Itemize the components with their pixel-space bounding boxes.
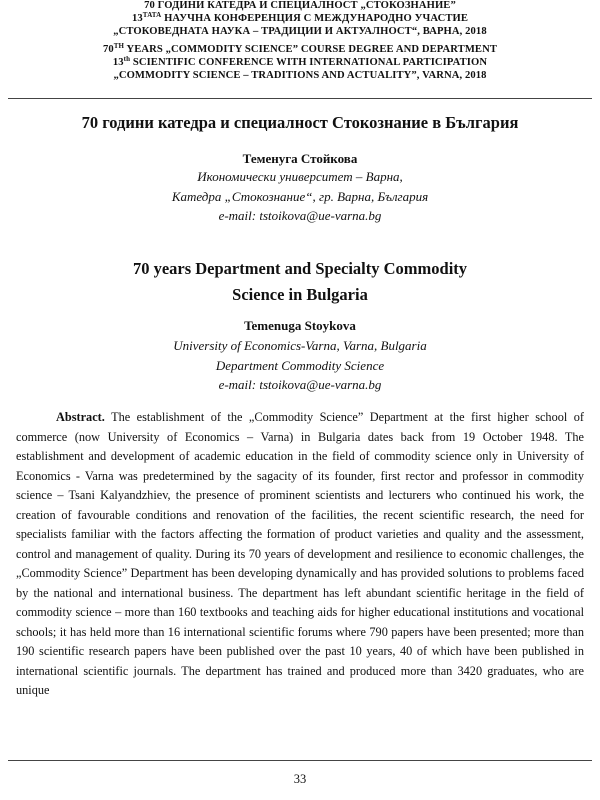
abstract	[16, 408, 584, 701]
bg-author: Теменуга Стойкова	[242, 151, 358, 166]
header-bg-line-1: 70 ГОДИНИ КАТЕДРА И СПЕЦИАЛНОСТ „СТОКОЗНАНИЕ”	[144, 0, 456, 11]
abstract-text: The establishment of the „Commodity Science” Department at the first higher school of commerce (now University of Economics – Varna) in Bulgaria dates back from 19 October 1948. The establishment and development of academic education in the field of commodity science only in University of Economics - Varna was predetermined by the sagacity of its founder, first rector and professor in commodity science – Tsani Kalyandzhiev, the presence of prominent scientists and lecturers who continued his work, the creation of favourable conditions and renovation of the facilities, the recent scientific research, the need for specialists familiar with the factors affecting the formation of product varieties and quality and the assessment, control and management of quality. During its 70 years of development and resilience to economic challenges, the „Commodity Science” Department has been developing dynamically and has provided solutions to problems faced by the national and international business. The department has left abundant scientific heritage in the field of commodity science – more than 160 textbooks and teaching aids for higher educational institutions and vocational schools; it has held more than 16 international scientific forums where 790 papers have been presented; more than 190 scientific research papers have been published over the past 10 years, 40 of which have been published in international scientific journals. The department has trained and produced more than 3420 graduates, who are unique	[16, 410, 584, 697]
running-header	[0, 0, 600, 83]
page-number: 33	[293, 772, 307, 786]
en-affiliation-line-1: University of Economics-Varna, Varna, Bulgaria	[173, 338, 427, 353]
header-en-line-2-sup: th	[123, 55, 131, 64]
abstract-paragraph	[16, 408, 584, 701]
header-en-line-3: „COMMODITY SCIENCE – TRADITIONS AND ACTUALITY”, VARNA, 2018	[113, 69, 487, 81]
header-bg-line-2-num: 13	[131, 12, 143, 24]
en-affiliation-line-2: Department Commodity Science	[215, 357, 385, 373]
bg-title: 70 години катедра и специалност Стокознание в България	[81, 113, 519, 132]
header-en-line-2-num: 13	[112, 57, 124, 69]
header-en-line-1-sup: TH	[113, 42, 125, 51]
bg-email: e-mail: tstoikova@ue-varna.bg	[218, 208, 382, 223]
header-en-line-2-rest: SCIENTIFIC CONFERENCE WITH INTERNATIONAL PARTICIPATION	[130, 57, 488, 69]
en-affiliation	[0, 336, 600, 395]
en-title	[0, 256, 600, 308]
bg-affiliation	[0, 167, 600, 226]
abstract-label: Abstract.	[56, 410, 105, 424]
header-en-line-1-rest: YEARS „COMMODITY SCIENCE” COURSE DEGREE AND DEPARTMENT	[124, 44, 498, 56]
en-title-line-2: Science in Bulgaria	[232, 285, 368, 304]
header-en-line-2	[0, 57, 600, 70]
header-bg-line-3: „СТОКОВЕДНАТА НАУКА – ТРАДИЦИИ И АКТУАЛНОСТ“, ВАРНА, 2018	[113, 25, 487, 37]
header-divider	[8, 98, 592, 99]
header-bg-line-2	[0, 10, 600, 26]
en-email: e-mail: tstoikova@ue-varna.bg	[218, 377, 382, 392]
en-author: Temenuga Stoykova	[244, 318, 356, 333]
header-bg-line-2-sup: ТАТА	[142, 10, 162, 19]
bg-affiliation-line-2: Катедра „Стокознание“, гр. Варна, България	[171, 188, 429, 204]
footer-divider	[8, 760, 592, 761]
header-en-line-1	[0, 44, 600, 57]
en-title-line-1: 70 years Department and Specialty Commodity	[132, 259, 468, 278]
header-en-line-1-num: 70	[102, 44, 114, 56]
header-bg-line-2-rest: НАУЧНА КОНФЕРЕНЦИЯ С МЕЖДУНАРОДНО УЧАСТИЕ	[161, 12, 468, 24]
bg-affiliation-line-1: Икономически университет – Варна,	[197, 169, 403, 184]
